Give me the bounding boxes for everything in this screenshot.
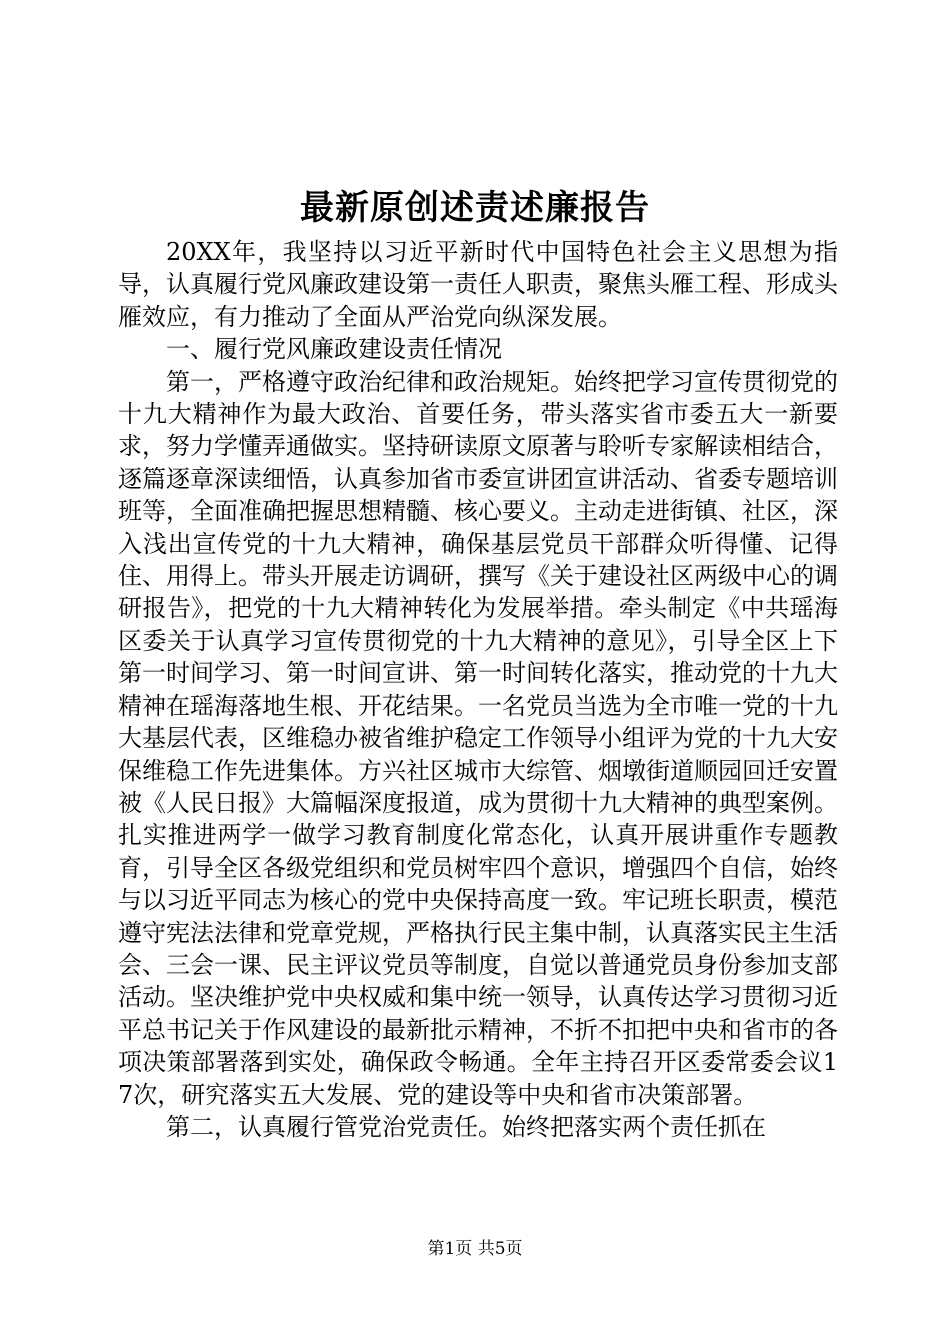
body-paragraph-second: 第二，认真履行管党治党责任。始终把落实两个责任抓在 [166, 1112, 766, 1141]
page-footer: 第1页 共5页 [427, 1239, 523, 1259]
body-paragraph-first: 第一，严格遵守政治纪律和政治规矩。始终把学习宣传贯彻党的十九大精神作为最大政治、首要任务，带头落实省市委五大一新要求，努力学懂弄通做实。坚持研读原文原著与聆听专家解读相结合，逐篇逐章深读细悟，认真参加省市委宣讲团宣讲活动、省委专题培训班等，全面准确把握思想精髓、核心要义。主动走进街镇、社区，深入浅出宣传党的十九大精神，确保基层党员干部群众听得懂、记得住、用得上。带头开展走访调研，撰写《关于建设社区两级中心的调研报告》，把党的十九大精神转化为发展举措。牵头制定《中共瑶海区委关于认真学习宣传贯彻党的十九大精神的意见》，引导全区上下第一时间学习、第一时间宣讲、第一时间转化落实，推动党的十九大精神在瑶海落地生根、开花结果。一名党员当选为全市唯一党的十九大基层代表，区维稳办被省维护稳定工作领导小组评为党的十九大安保维稳工作先进集体。方兴社区城市大综管、烟墩街道顺园回迁安置被《人民日报》大篇幅深度报道，成为贯彻十九大精神的典型案例。扎实推进两学一做学习教育制度化常态化，认真开展讲重作专题教育，引导全区各级党组织和党员树牢四个意识，增强四个自信，始终与以习近平同志为核心的党中央保持高度一致。牢记班长职责，模范遵守宪法法律和党章党规，严格执行民主集中制，认真落实民主生活会、三会一课、民主评议党员等制度，自觉以普通党员身份参加支部活动。坚决维护党中央权威和集中统一领导，认真传达学习贯彻习近平总书记关于作风建设的最新批示精神，不折不扣把中央和省市的各项决策部署落到实处，确保政令畅通。全年主持召开区委常委会议17次，研究落实五大发展、党的建设等中央和省市决策部署。 [118, 367, 838, 1109]
document-body [118, 236, 838, 1143]
intro-paragraph: 20XX年，我坚持以习近平新时代中国特色社会主义思想为指导，认真履行党风廉政建设第一责任人职责，聚焦头雁工程、形成头雁效应，有力推动了全面从严治党向纵深发展。 [118, 238, 838, 331]
section-heading: 一、履行党风廉政建设责任情况 [166, 335, 502, 364]
document-title: 最新原创述责述廉报告 [300, 188, 650, 228]
